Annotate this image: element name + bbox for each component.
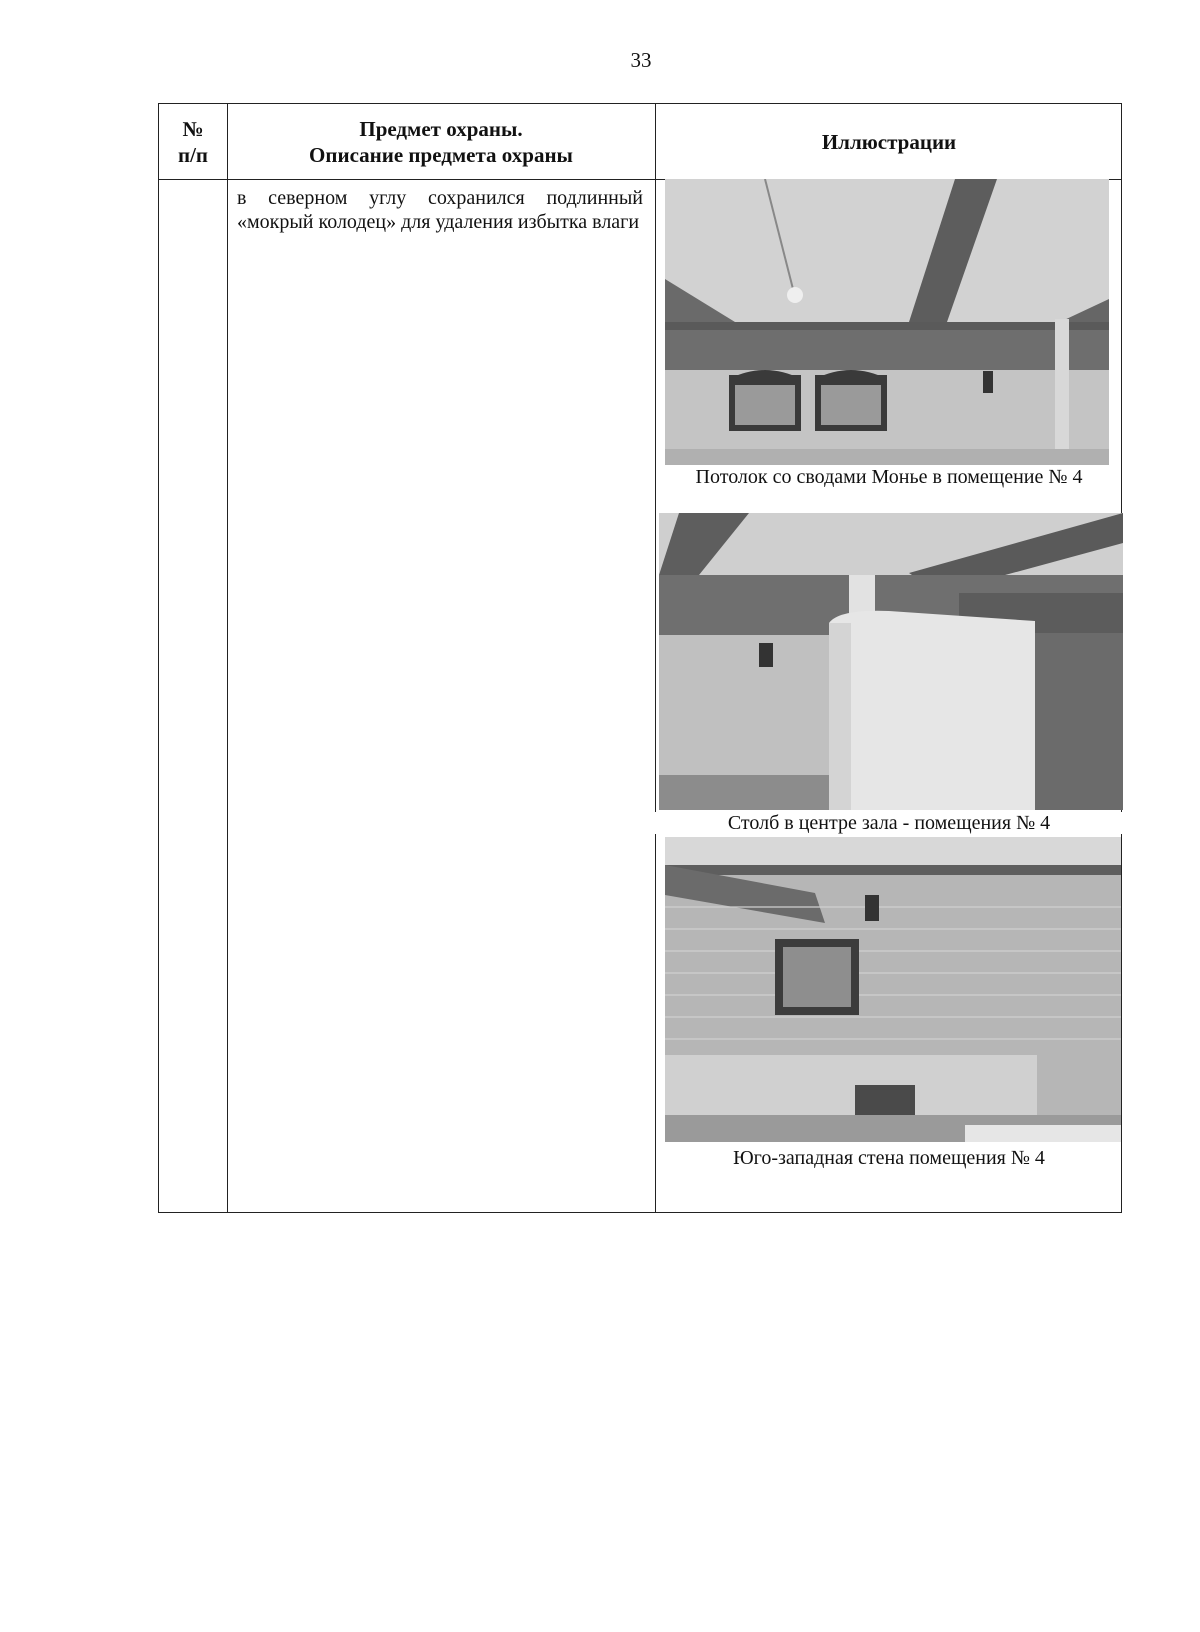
photo-caption-wall: Юго-западная стена помещения № 4 [733,1147,1045,1169]
page-number: 33 [630,48,652,72]
photo-pillar [659,513,1123,810]
header-number [159,104,227,179]
photo-wall-image [665,837,1121,1142]
photo-caption-pillar: Столб в центре зала - помещения № 4 [655,812,1123,834]
header-subject [227,104,655,179]
column-divider [655,104,656,1212]
header-illustrations: Иллюстрации [821,129,957,154]
photo-pillar-image [659,513,1123,810]
photo-wall [665,837,1121,1142]
photo-caption-ceiling: Потолок со сводами Монье в помещение № 4 [695,466,1083,488]
protection-table [158,103,1122,1213]
header-subject-line2: Описание предмета охраны [309,142,573,167]
header-number-line1: № [182,116,204,141]
header-subject-line1: Предмет охраны. [359,116,523,141]
column-divider [227,104,228,1212]
header-number-line2: п/п [177,142,209,167]
row-description: в северном углу сохранился подлинный «мокрый колодец» для удаления избытка влаги [237,187,643,233]
photo-ceiling-image [665,179,1109,465]
photo-ceiling [665,179,1109,465]
